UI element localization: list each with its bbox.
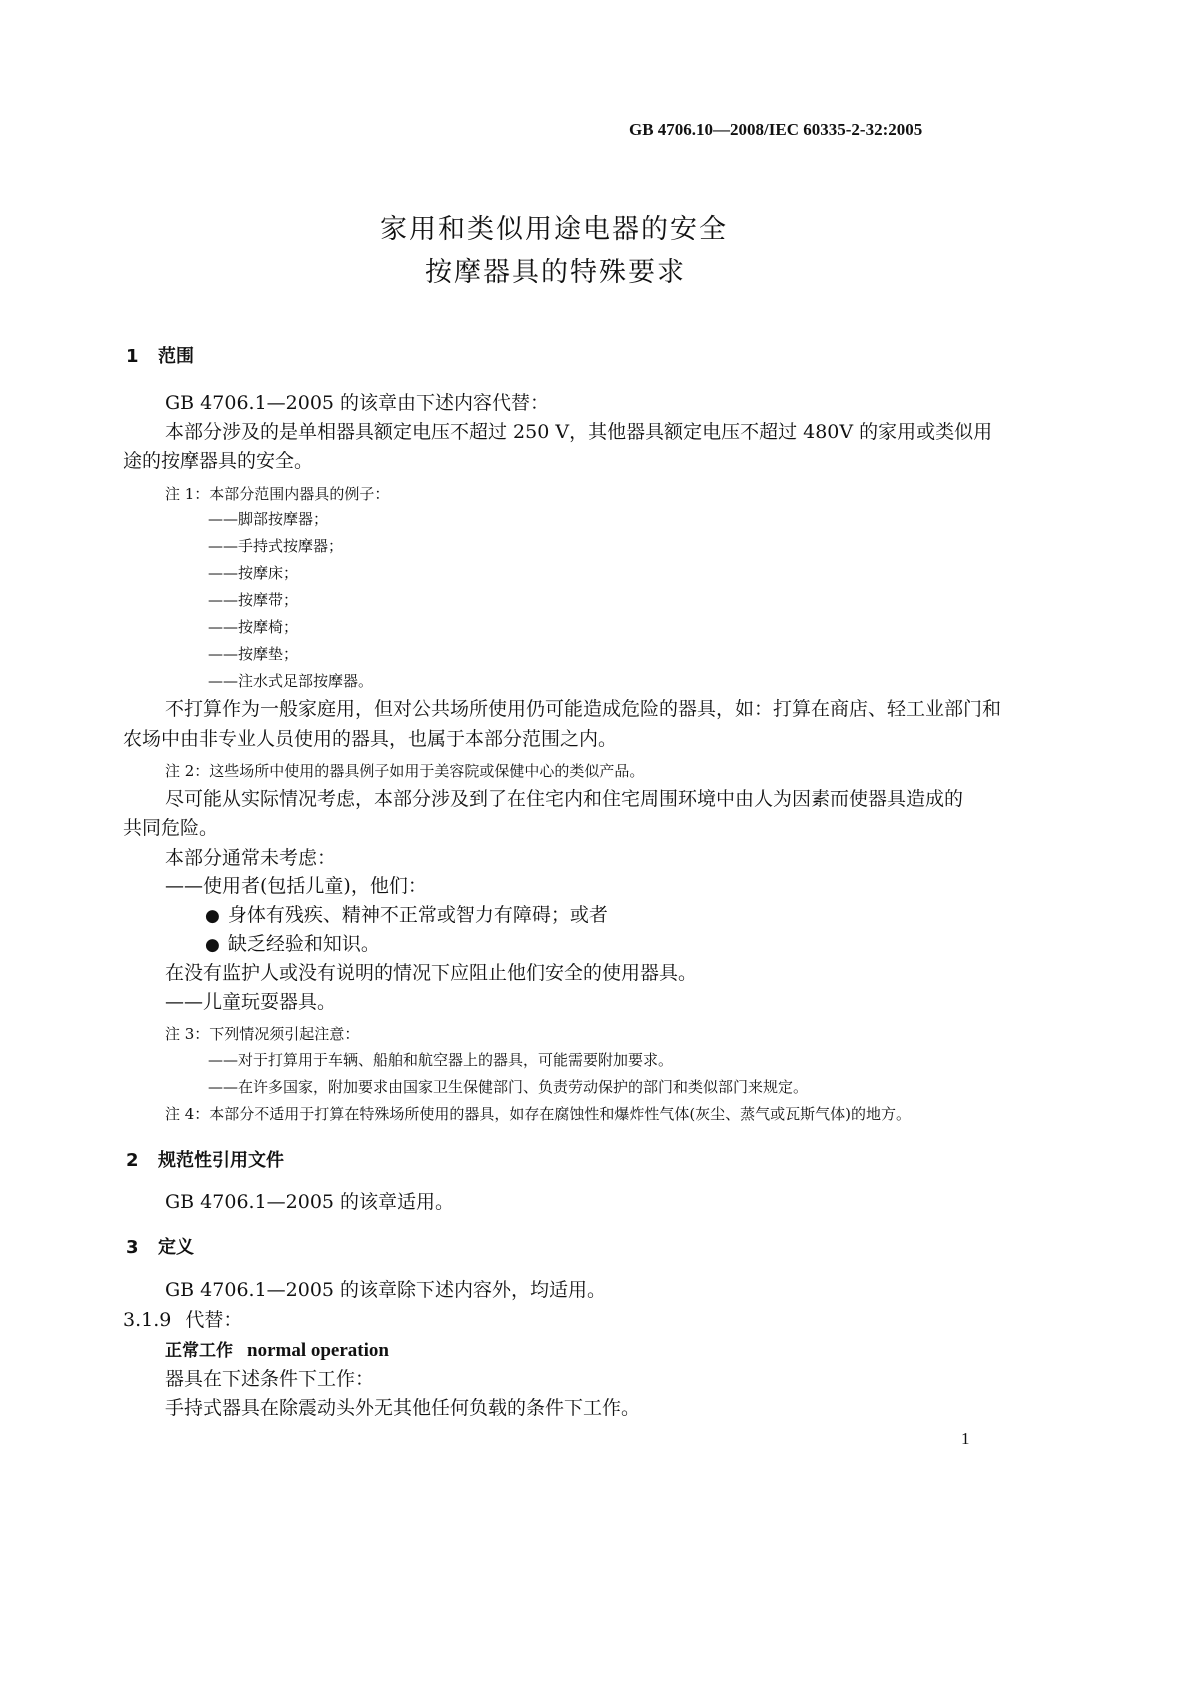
sec2-para-1: GB 4706.1—2005 的该章适用。 [165,1191,455,1213]
note-1-item: ——按摩床； [208,564,299,582]
sec3-para-3: 手持式器具在除震动头外无其他任何负载的条件下工作。 [165,1397,641,1419]
sec1-para-4-line2: 共同危险。 [123,817,219,839]
term-english: normal operation [247,1340,389,1361]
clause-number: 3.1.9 [123,1309,172,1331]
note-3-title: 注 3：下列情况须引起注意： [165,1025,360,1043]
note-3-item: ——对于打算用于车辆、船舶和航空器上的器具，可能需要附加要求。 [208,1051,674,1069]
term-definition [165,1341,389,1360]
bullet-dot-icon: ● [205,935,220,955]
sec1-dash-1: ——使用者(包括儿童)，他们： [165,875,427,897]
note-1-item: ——注水式足部按摩器。 [208,672,374,690]
note-3-item: ——在许多国家，附加要求由国家卫生保健部门、负责劳动保护的部门和类似部门来规定。 [208,1078,809,1096]
standard-number: GB 4706.10—2008/IEC 60335-2-32:2005 [629,120,923,139]
page-number: 1 [961,1429,970,1448]
note-1-item: ——手持式按摩器； [208,537,344,555]
sec1-para-6: 在没有监护人或没有说明的情况下应阻止他们安全的使用器具。 [165,962,698,984]
bullet-text: 缺乏经验和知识。 [227,933,380,955]
section-1-number: 1 [126,346,139,367]
sec1-para-3-line2: 农场中由非专业人员使用的器具，也属于本部分范围之内。 [123,728,618,750]
section-1-heading: 范围 [158,346,194,367]
note-4: 注 4：本部分不适用于打算在特殊场所使用的器具，如存在腐蚀性和爆炸性气体(灰尘、蒸气或瓦斯气体)的地方。 [165,1105,912,1123]
doc-title-line2: 按摩器具的特殊要求 [425,257,686,288]
term-chinese: 正常工作 [165,1341,233,1361]
bullet-dot-icon: ● [205,906,220,926]
clause-text: 代替： [185,1309,243,1331]
doc-title-line1: 家用和类似用途电器的安全 [380,214,728,245]
sec1-para-2-line1: 本部分涉及的是单相器具额定电压不超过 250 V，其他器具额定电压不超过 480V 的家用或类似用 [165,421,993,443]
sec1-para-3-line1: 不打算作为一般家庭用，但对公共场所使用仍可能造成危险的器具，如：打算在商店、轻工业部门和 [165,698,1002,720]
sec1-para-4-line1: 尽可能从实际情况考虑，本部分涉及到了在住宅内和住宅周围环境中由人为因素而使器具造成的 [165,788,964,810]
section-3-number: 3 [126,1237,139,1258]
section-2-number: 2 [126,1150,139,1171]
sec1-para-1: GB 4706.1—2005 的该章由下述内容代替： [165,392,550,414]
sec1-dash-2: ——儿童玩耍器具。 [165,991,337,1013]
note-1-item: ——按摩椅； [208,618,299,636]
bullet-item [205,935,380,954]
note-1-item: ——按摩带； [208,591,299,609]
sec1-para-2-line2: 途的按摩器具的安全。 [123,450,314,472]
sec1-para-5: 本部分通常未考虑： [165,847,337,869]
note-1-item: ——按摩垫； [208,645,299,663]
section-2-heading: 规范性引用文件 [158,1150,284,1171]
bullet-text: 身体有残疾、精神不正常或智力有障碍；或者 [227,904,608,926]
section-3-heading: 定义 [158,1237,194,1258]
clause-3-1-9 [123,1311,242,1330]
note-1-title: 注 1：本部分范围内器具的例子： [165,485,390,503]
note-2: 注 2：这些场所中使用的器具例子如用于美容院或保健中心的类似产品。 [165,762,645,780]
bullet-item [205,906,608,925]
note-1-item: ——脚部按摩器； [208,510,329,528]
sec3-para-1: GB 4706.1—2005 的该章除下述内容外，均适用。 [165,1279,607,1301]
sec3-para-2: 器具在下述条件下工作： [165,1368,375,1390]
